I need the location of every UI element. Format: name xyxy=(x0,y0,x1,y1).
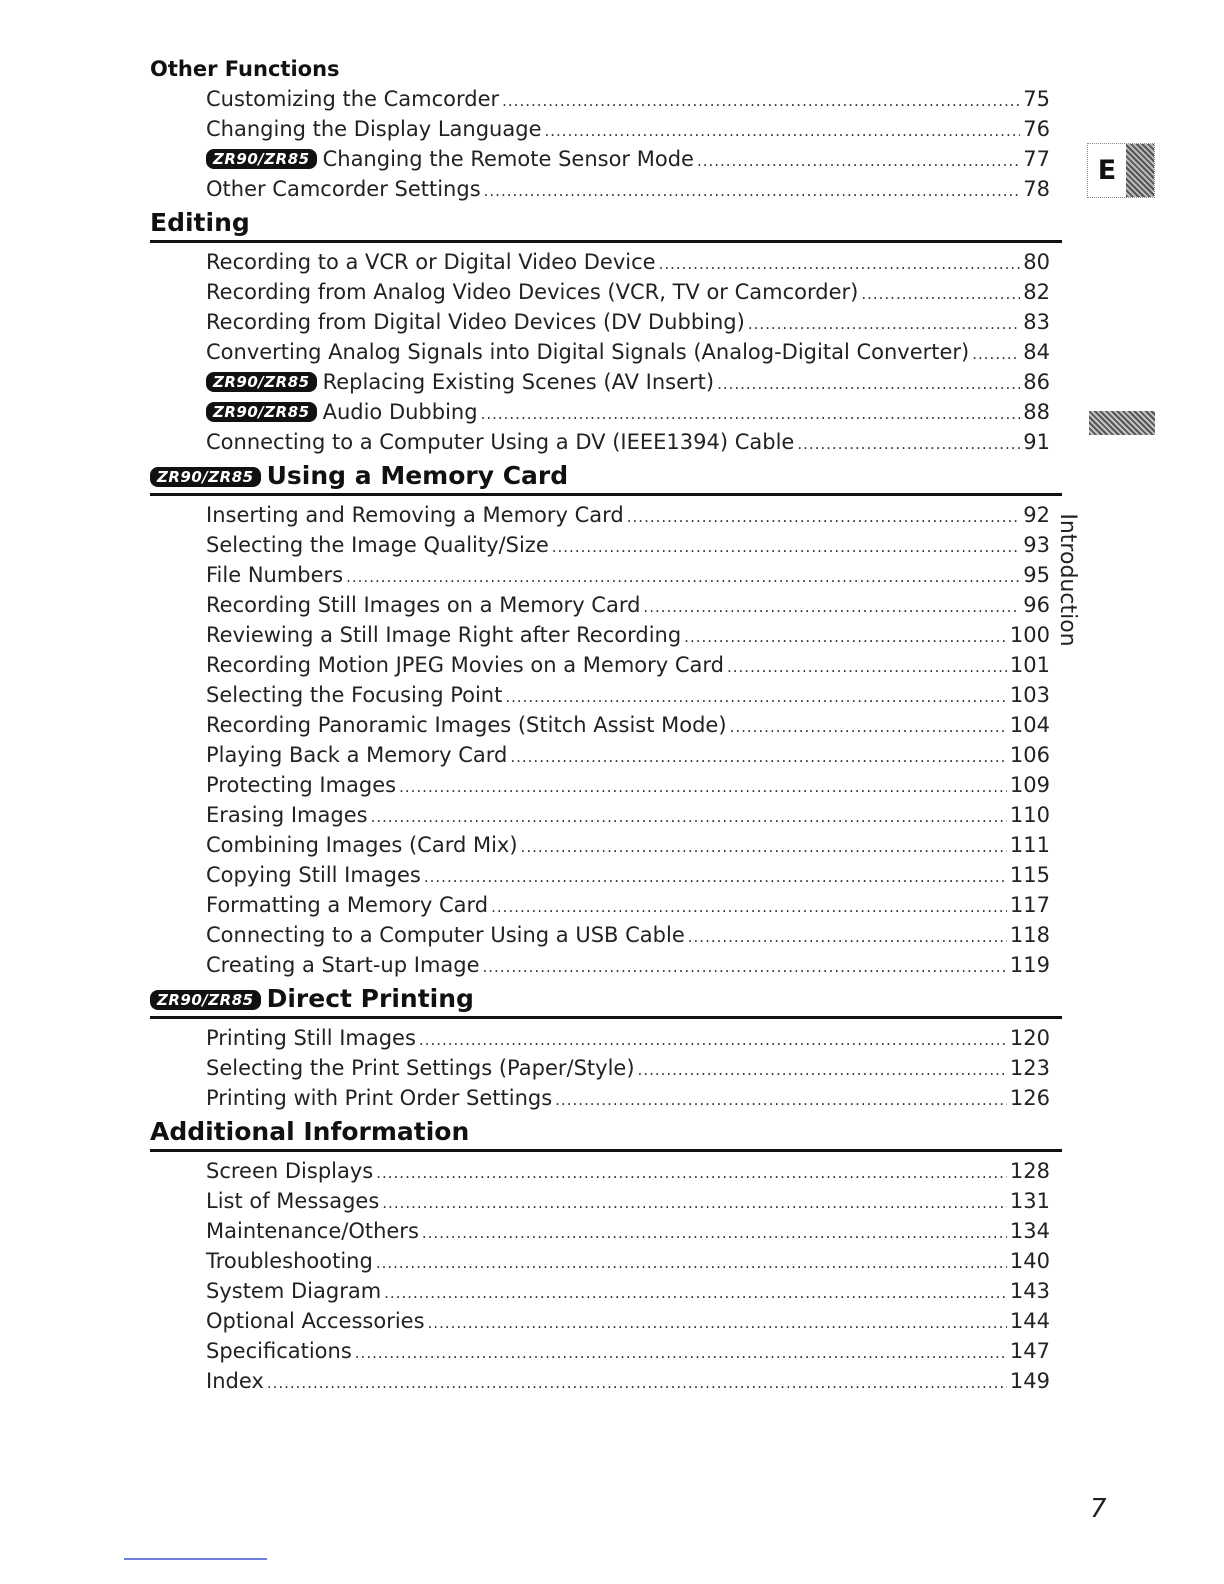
toc-entry-page: 93 xyxy=(1023,533,1050,557)
toc-heading-title xyxy=(150,208,250,238)
toc-entry-text: Changing the Remote Sensor Mode xyxy=(322,147,694,171)
toc-entry-page: 110 xyxy=(1009,803,1050,827)
toc-entry-page: 109 xyxy=(1009,773,1050,797)
toc-entry-title xyxy=(206,1023,416,1053)
toc-heading-title xyxy=(150,57,340,81)
toc-entry xyxy=(150,590,1062,620)
toc-entry xyxy=(150,1306,1062,1336)
toc-entry-page: 82 xyxy=(1023,280,1050,304)
toc-entry-title xyxy=(206,114,542,144)
toc-entry xyxy=(150,367,1062,397)
toc-entry xyxy=(150,1083,1062,1113)
toc-entry-page: 144 xyxy=(1009,1309,1050,1333)
language-tab-shade xyxy=(1126,144,1154,197)
toc-entry xyxy=(150,770,1062,800)
toc-entry-title xyxy=(206,144,694,174)
toc-entry xyxy=(150,710,1062,740)
toc-entry xyxy=(150,144,1062,174)
toc-entry-page: 75 xyxy=(1023,87,1050,111)
dot-leader xyxy=(521,832,1007,862)
toc-entry-text: Index xyxy=(206,1369,264,1393)
toc-entry-page: 78 xyxy=(1023,177,1050,201)
toc-entry-page: 86 xyxy=(1023,370,1050,394)
toc-entry-title xyxy=(206,247,656,277)
toc-entry-title xyxy=(206,1336,352,1366)
toc-entry xyxy=(150,277,1062,307)
toc-entry-page: 96 xyxy=(1023,593,1050,617)
dot-leader xyxy=(505,682,1007,712)
section-tab-label: Introduction xyxy=(1055,513,1080,647)
dot-leader xyxy=(659,249,1021,279)
dot-leader xyxy=(419,1025,1007,1055)
toc-heading-text: Editing xyxy=(150,208,250,237)
toc-entry-text: Other Camcorder Settings xyxy=(206,177,481,201)
toc-entry-text: Recording Still Images on a Memory Card xyxy=(206,593,641,617)
toc-heading xyxy=(150,206,1062,243)
toc-entry-page: 118 xyxy=(1009,923,1050,947)
toc-entry xyxy=(150,84,1062,114)
toc-heading-text: Other Functions xyxy=(150,57,340,81)
toc-entry-text: Recording from Digital Video Devices (DV Dubbing) xyxy=(206,310,745,334)
toc-entry-page: 77 xyxy=(1023,147,1050,171)
toc-entry-title xyxy=(206,650,724,680)
toc-entry-title xyxy=(206,307,745,337)
dot-leader xyxy=(267,1368,1007,1398)
toc-entry-title xyxy=(206,1306,425,1336)
toc-entry-text: Selecting the Image Quality/Size xyxy=(206,533,549,557)
dot-leader xyxy=(428,1308,1007,1338)
toc-entry-page: 128 xyxy=(1009,1159,1050,1183)
dot-leader xyxy=(484,176,1021,206)
toc-entry-page: 140 xyxy=(1009,1249,1050,1273)
toc-entry-text: Troubleshooting xyxy=(206,1249,373,1273)
dot-leader xyxy=(545,116,1021,146)
toc-entry-title xyxy=(206,174,481,204)
toc-entry-text: Protecting Images xyxy=(206,773,397,797)
dot-leader xyxy=(643,592,1020,622)
model-badge: ZR90/ZR85 xyxy=(150,467,261,487)
toc-entry-text: Copying Still Images xyxy=(206,863,421,887)
toc-entry-page: 117 xyxy=(1009,893,1050,917)
model-badge: ZR90/ZR85 xyxy=(150,990,261,1010)
dot-leader xyxy=(684,622,1007,652)
toc-entry-title xyxy=(206,1366,264,1396)
toc-entry-text: Selecting the Print Settings (Paper/Style) xyxy=(206,1056,635,1080)
toc-entry-text: Screen Displays xyxy=(206,1159,374,1183)
toc-entry-title xyxy=(206,800,368,830)
dot-leader xyxy=(491,892,1007,922)
toc-entry-page: 84 xyxy=(1023,340,1050,364)
toc-entry-text: Playing Back a Memory Card xyxy=(206,743,508,767)
toc-entry xyxy=(150,174,1062,204)
toc-entry xyxy=(150,1053,1062,1083)
toc-entry-title xyxy=(206,1053,635,1083)
toc-entry-page: 101 xyxy=(1009,653,1050,677)
dot-leader xyxy=(861,279,1020,309)
toc-entry-page: 76 xyxy=(1023,117,1050,141)
dot-leader xyxy=(376,1158,1007,1188)
toc-heading xyxy=(150,982,1062,1019)
toc-entry xyxy=(150,620,1062,650)
toc-entry-page: 103 xyxy=(1009,683,1050,707)
toc-entry-title xyxy=(206,1186,379,1216)
toc-entry-title xyxy=(206,500,624,530)
toc-entry-page: 92 xyxy=(1023,503,1050,527)
toc-entry-title xyxy=(206,860,421,890)
toc-entry xyxy=(150,560,1062,590)
dot-leader xyxy=(510,742,1007,772)
toc-entry-text: Recording to a VCR or Digital Video Device xyxy=(206,250,656,274)
dot-leader xyxy=(730,712,1007,742)
dot-leader xyxy=(399,772,1007,802)
language-tab-letter: E xyxy=(1097,155,1117,186)
toc-entry-title xyxy=(206,367,714,397)
toc-entry-text: Maintenance/Others xyxy=(206,1219,419,1243)
dot-leader xyxy=(502,86,1020,116)
toc-entry-page: 131 xyxy=(1009,1189,1050,1213)
toc-entry xyxy=(150,1336,1062,1366)
toc-entry-title xyxy=(206,830,518,860)
dot-leader xyxy=(481,399,1021,429)
toc-entry-page: 126 xyxy=(1009,1086,1050,1110)
toc-entry xyxy=(150,830,1062,860)
dot-leader xyxy=(384,1278,1007,1308)
toc-entry-title xyxy=(206,84,499,114)
toc-entry xyxy=(150,860,1062,890)
dot-leader xyxy=(555,1085,1007,1115)
footer-rule xyxy=(124,1558,267,1560)
toc-entry xyxy=(150,1216,1062,1246)
toc-entry-text: Reviewing a Still Image Right after Recording xyxy=(206,623,682,647)
dot-leader xyxy=(382,1188,1007,1218)
toc-entry-page: 104 xyxy=(1009,713,1050,737)
toc-entry-text: Selecting the Focusing Point xyxy=(206,683,503,707)
toc-heading xyxy=(150,1115,1062,1152)
dot-leader xyxy=(371,802,1007,832)
toc-entry-page: 83 xyxy=(1023,310,1050,334)
toc-entry-page: 115 xyxy=(1009,863,1050,887)
toc-entry-title xyxy=(206,680,502,710)
toc-entry-title xyxy=(206,427,794,457)
toc-entry-page: 100 xyxy=(1009,623,1050,647)
toc-entry-text: Converting Analog Signals into Digital Signals (Analog-Digital Converter) xyxy=(206,340,970,364)
dot-leader xyxy=(638,1055,1007,1085)
dot-leader xyxy=(552,532,1021,562)
toc-entry-page: 111 xyxy=(1009,833,1050,857)
toc-entry-page: 91 xyxy=(1023,430,1050,454)
toc-entry-text: Printing with Print Order Settings xyxy=(206,1086,553,1110)
toc-entry-title xyxy=(206,277,858,307)
toc-entry xyxy=(150,800,1062,830)
toc-entry-title xyxy=(206,1246,373,1276)
dot-leader xyxy=(697,146,1020,176)
toc-entry-text: Recording Motion JPEG Movies on a Memory Card xyxy=(206,653,724,677)
toc-entry-page: 119 xyxy=(1009,953,1050,977)
toc-heading-title xyxy=(150,1117,469,1147)
toc-entry xyxy=(150,1366,1062,1396)
toc-entry-text: Connecting to a Computer Using a USB Cable xyxy=(206,923,685,947)
dot-leader xyxy=(346,562,1020,592)
dot-leader xyxy=(376,1248,1007,1278)
toc-entry xyxy=(150,247,1062,277)
toc-entry xyxy=(150,1246,1062,1276)
toc-heading-title xyxy=(150,461,568,491)
toc-entry-text: Optional Accessories xyxy=(206,1309,425,1333)
toc-entry-page: 120 xyxy=(1009,1026,1050,1050)
dot-leader xyxy=(688,922,1007,952)
toc-entry-page: 80 xyxy=(1023,250,1050,274)
toc-entry xyxy=(150,680,1062,710)
toc-entry xyxy=(150,427,1062,457)
toc-heading-text: Additional Information xyxy=(150,1117,470,1146)
toc-entry-text: File Numbers xyxy=(206,563,344,587)
toc-entry xyxy=(150,500,1062,530)
toc-entry-page: 95 xyxy=(1023,563,1050,587)
toc-entry-text: Customizing the Camcorder xyxy=(206,87,500,111)
toc-entry-text: Combining Images (Card Mix) xyxy=(206,833,518,857)
model-badge: ZR90/ZR85 xyxy=(206,372,317,392)
toc-entry-title xyxy=(206,890,488,920)
toc-entry-text: Connecting to a Computer Using a DV (IEEE1394) Cable xyxy=(206,430,795,454)
toc-entry xyxy=(150,307,1062,337)
dot-leader xyxy=(422,1218,1007,1248)
toc-entry xyxy=(150,1023,1062,1053)
toc-entry-title xyxy=(206,1216,419,1246)
toc-entry-text: Recording Panoramic Images (Stitch Assist Mode) xyxy=(206,713,727,737)
toc-entry-title xyxy=(206,920,685,950)
toc-entry-text: Inserting and Removing a Memory Card xyxy=(206,503,624,527)
toc-entry-title xyxy=(206,950,480,980)
toc-entry-title xyxy=(206,397,478,427)
dot-leader xyxy=(483,952,1007,982)
toc-entry-title xyxy=(206,710,727,740)
toc-entry xyxy=(150,397,1062,427)
toc-heading xyxy=(150,54,1062,84)
toc-entry xyxy=(150,890,1062,920)
toc-entry-page: 88 xyxy=(1023,400,1050,424)
dot-leader xyxy=(972,339,1020,369)
toc-heading-title xyxy=(150,984,474,1014)
toc-heading xyxy=(150,459,1062,496)
toc-entry xyxy=(150,740,1062,770)
table-of-contents xyxy=(150,54,1062,1396)
toc-entry-text: Changing the Display Language xyxy=(206,117,542,141)
model-badge: ZR90/ZR85 xyxy=(206,149,317,169)
section-tab-marker xyxy=(1089,411,1155,435)
toc-entry-text: System Diagram xyxy=(206,1279,382,1303)
toc-entry-page: 106 xyxy=(1009,743,1050,767)
toc-entry xyxy=(150,950,1062,980)
toc-entry xyxy=(150,1276,1062,1306)
toc-entry-title xyxy=(206,770,396,800)
dot-leader xyxy=(748,309,1020,339)
toc-entry xyxy=(150,650,1062,680)
toc-entry-title xyxy=(206,1156,373,1186)
toc-entry xyxy=(150,337,1062,367)
toc-entry-page: 149 xyxy=(1009,1369,1050,1393)
toc-entry-title xyxy=(206,740,507,770)
toc-entry-text: Creating a Start-up Image xyxy=(206,953,480,977)
toc-entry-text: Specifications xyxy=(206,1339,352,1363)
toc-entry-text: Recording from Analog Video Devices (VCR, TV or Camcorder) xyxy=(206,280,859,304)
toc-entry xyxy=(150,114,1062,144)
toc-entry-text: Formatting a Memory Card xyxy=(206,893,489,917)
toc-entry-title xyxy=(206,1276,381,1306)
toc-entry-text: Replacing Existing Scenes (AV Insert) xyxy=(322,370,715,394)
toc-entry xyxy=(150,1156,1062,1186)
toc-heading-text: Direct Printing xyxy=(266,984,474,1013)
toc-entry xyxy=(150,1186,1062,1216)
model-badge: ZR90/ZR85 xyxy=(206,402,317,422)
dot-leader xyxy=(717,369,1020,399)
toc-entry-title xyxy=(206,560,343,590)
dot-leader xyxy=(424,862,1007,892)
toc-entry-page: 143 xyxy=(1009,1279,1050,1303)
toc-entry xyxy=(150,920,1062,950)
dot-leader xyxy=(627,502,1021,532)
dot-leader xyxy=(355,1338,1007,1368)
toc-entry xyxy=(150,530,1062,560)
toc-entry-title xyxy=(206,590,640,620)
toc-entry-page: 134 xyxy=(1009,1219,1050,1243)
dot-leader xyxy=(727,652,1007,682)
toc-entry-text: Erasing Images xyxy=(206,803,368,827)
page-number: 7 xyxy=(1090,1494,1107,1524)
toc-entry-text: List of Messages xyxy=(206,1189,380,1213)
dot-leader xyxy=(797,429,1020,459)
toc-entry-title xyxy=(206,1083,552,1113)
toc-entry-text: Printing Still Images xyxy=(206,1026,416,1050)
toc-heading-text: Using a Memory Card xyxy=(266,461,569,490)
toc-entry-title xyxy=(206,337,969,367)
toc-entry-page: 123 xyxy=(1009,1056,1050,1080)
toc-entry-title xyxy=(206,620,681,650)
toc-entry-title xyxy=(206,530,549,560)
language-tab xyxy=(1087,143,1155,198)
toc-entry-page: 147 xyxy=(1009,1339,1050,1363)
toc-entry-text: Audio Dubbing xyxy=(322,400,478,424)
